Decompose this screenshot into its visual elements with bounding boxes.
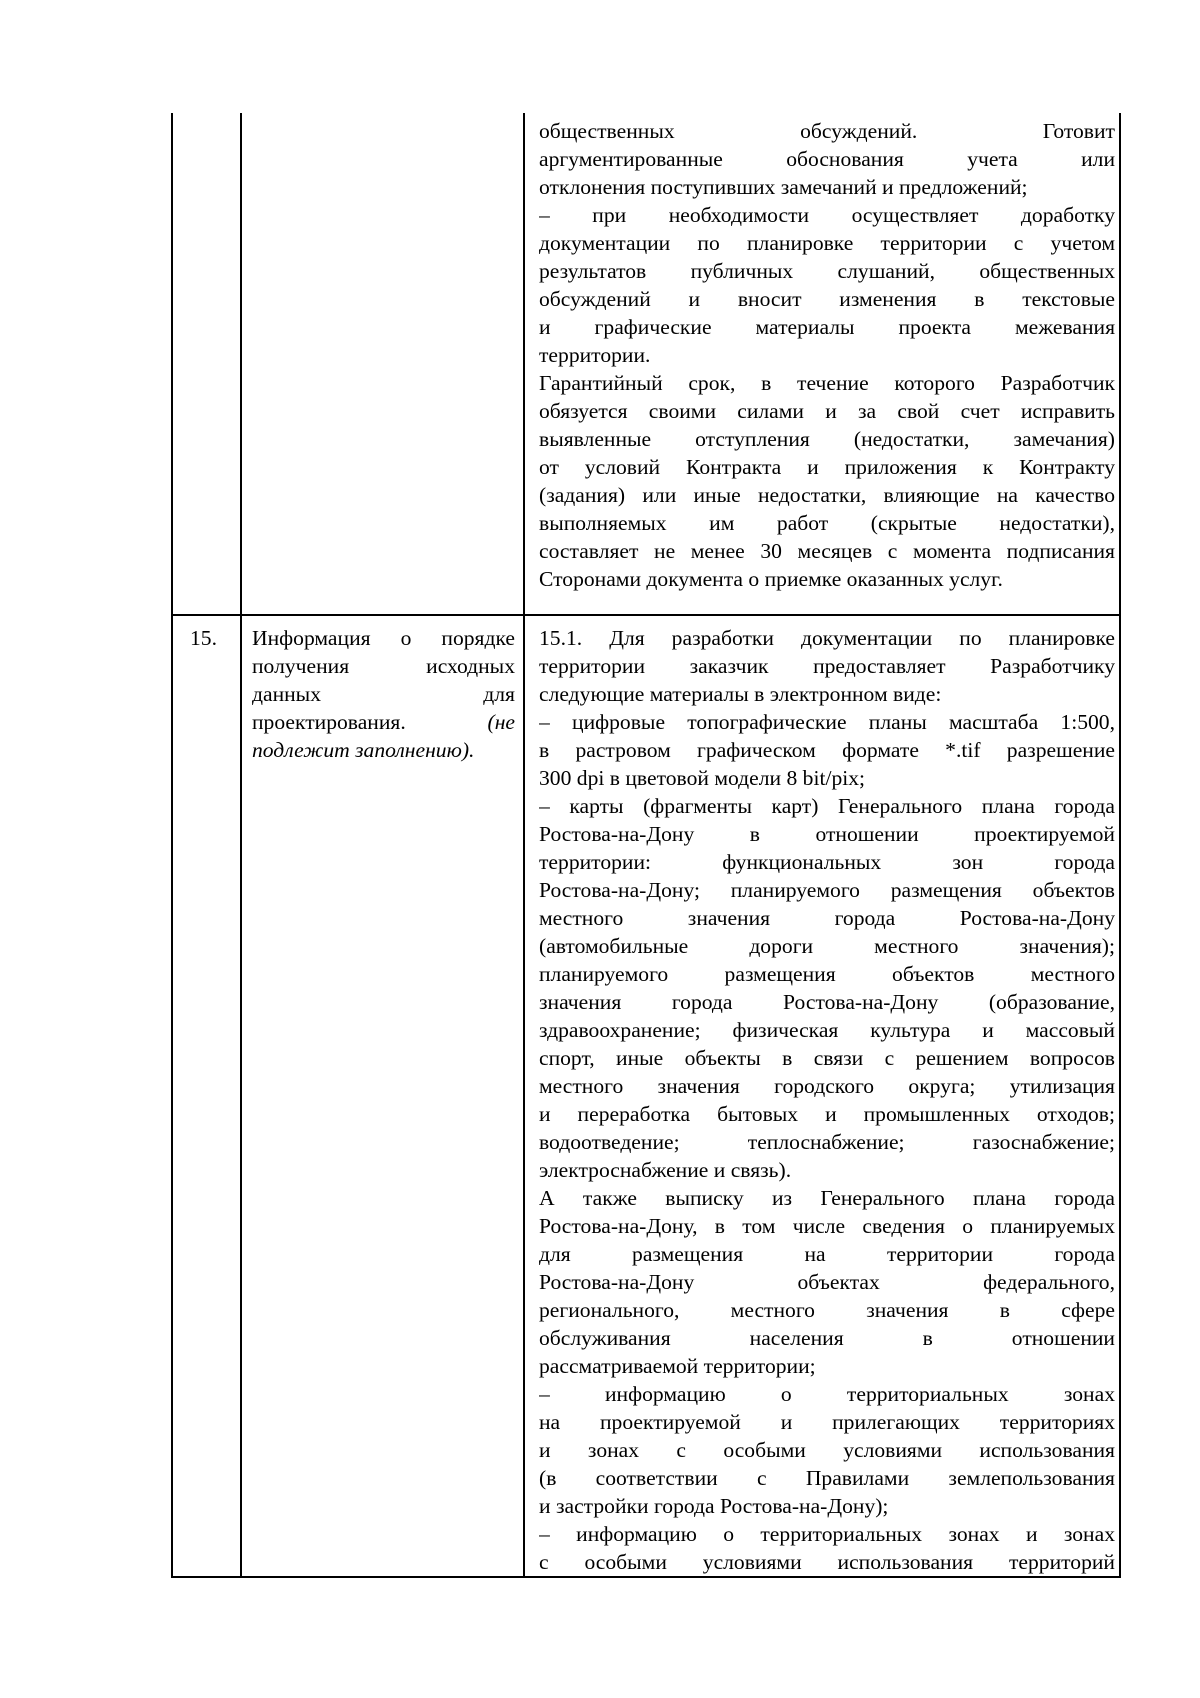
text-line: и переработка бытовых и промышленных отходов;: [539, 1102, 1115, 1126]
text-line: общественных обсуждений. Готовит: [539, 119, 1115, 143]
text-line: от условий Контракта и приложения к Контракту: [539, 455, 1115, 479]
text-line: 300 dpi в цветовой модели 8 bit/pix;: [539, 766, 866, 790]
row15-number: 15.: [190, 626, 217, 650]
text-line: водоотведение; теплоснабжение; газоснабжение;: [539, 1130, 1115, 1154]
text-line: для размещения на территории города: [539, 1242, 1115, 1266]
text-line: территории.: [539, 343, 651, 367]
text-line: Ростова-на-Дону в отношении проектируемой: [539, 822, 1115, 846]
text-line: результатов публичных слушаний, общественных: [539, 259, 1115, 283]
text-line: и зонах с особыми условиями использования: [539, 1438, 1115, 1462]
text-line: получения исходных: [252, 654, 515, 678]
text-line: выполняемых им работ (скрытые недостатки),: [539, 511, 1115, 535]
text-line: регионального, местного значения в сфере: [539, 1298, 1115, 1322]
text-line: Информация о порядке: [252, 626, 515, 650]
text-line: планируемого размещения объектов местного: [539, 962, 1115, 986]
text-line: рассматриваемой территории;: [539, 1354, 816, 1378]
text-line: (в соответствии с Правилами землепользования: [539, 1466, 1115, 1490]
row14-content-cell: [539, 117, 1115, 593]
table-border-right: [1119, 113, 1121, 1578]
name-italic-note: (не: [487, 710, 515, 734]
table-border-bottom: [171, 1576, 1121, 1578]
text-line: электроснабжение и связь).: [539, 1158, 792, 1182]
text-line: данных для: [252, 682, 515, 706]
text-line: – цифровые топографические планы масштаба 1:500,: [539, 710, 1115, 734]
text-line: Сторонами документа о приемке оказанных услуг.: [539, 567, 1003, 591]
text-line: – информацию о территориальных зонах: [539, 1382, 1115, 1406]
text-line: документации по планировке территории с учетом: [539, 231, 1115, 255]
text-line: (автомобильные дороги местного значения);: [539, 934, 1115, 958]
text-line: Ростова-на-Дону объектах федерального,: [539, 1270, 1115, 1294]
text-line: территории заказчик предоставляет Разработчику: [539, 654, 1115, 678]
text-line: Ростова-на-Дону, в том числе сведения о планируемых: [539, 1214, 1115, 1238]
text-line: обязуется своими силами и за свой счет исправить: [539, 399, 1115, 423]
text-line: – карты (фрагменты карт) Генерального плана города: [539, 794, 1115, 818]
text-line: местного значения городского округа; утилизация: [539, 1074, 1115, 1098]
text-line: (задания) или иные недостатки, влияющие на качество: [539, 483, 1115, 507]
text-line: составляет не менее 30 месяцев с момента подписания: [539, 539, 1115, 563]
text-line: аргументированные обоснования учета или: [539, 147, 1115, 171]
text-line: выявленные отступления (недостатки, замечания): [539, 427, 1115, 451]
text-line: территории: функциональных зон города: [539, 850, 1115, 874]
name-italic-note: подлежит заполнению).: [252, 738, 475, 762]
text-line: на проектируемой и прилегающих территориях: [539, 1410, 1115, 1434]
text-line: – информацию о территориальных зонах и зонах: [539, 1522, 1115, 1546]
text-line: 15.1. Для разработки документации по планировке: [539, 626, 1115, 650]
text-line: отклонения поступивших замечаний и предложений;: [539, 175, 1028, 199]
row-divider: [171, 614, 1121, 616]
text-line: – при необходимости осуществляет доработку: [539, 203, 1115, 227]
text-line: здравоохранение; физическая культура и массовый: [539, 1018, 1115, 1042]
text-line: с особыми условиями использования территорий: [539, 1550, 1115, 1574]
table-border-col2: [523, 113, 525, 1578]
table-border-col1: [240, 113, 242, 1578]
text-line: в растровом графическом формате *.tif разрешение: [539, 738, 1115, 762]
text-line: обслуживания населения в отношении: [539, 1326, 1115, 1350]
text-line: Ростова-на-Дону; планируемого размещения объектов: [539, 878, 1115, 902]
text-line: А также выписку из Генерального плана города: [539, 1186, 1115, 1210]
text-line: Гарантийный срок, в течение которого Разработчик: [539, 371, 1115, 395]
text-line: следующие материалы в электронном виде:: [539, 682, 942, 706]
table-border-left: [171, 113, 173, 1578]
text-line: и застройки города Ростова-на-Дону);: [539, 1494, 889, 1518]
text-line: значения города Ростова-на-Дону (образование,: [539, 990, 1115, 1014]
row15-content-cell: [539, 624, 1115, 1576]
row15-name-cell: [252, 624, 515, 764]
text-line: обсуждений и вносит изменения в текстовые: [539, 287, 1115, 311]
name-text: проектирования.: [252, 710, 406, 734]
text-line: спорт, иные объекты в связи с решением вопросов: [539, 1046, 1115, 1070]
text-line: [252, 708, 515, 736]
text-line: местного значения города Ростова-на-Дону: [539, 906, 1115, 930]
text-line: и графические материалы проекта межевания: [539, 315, 1115, 339]
